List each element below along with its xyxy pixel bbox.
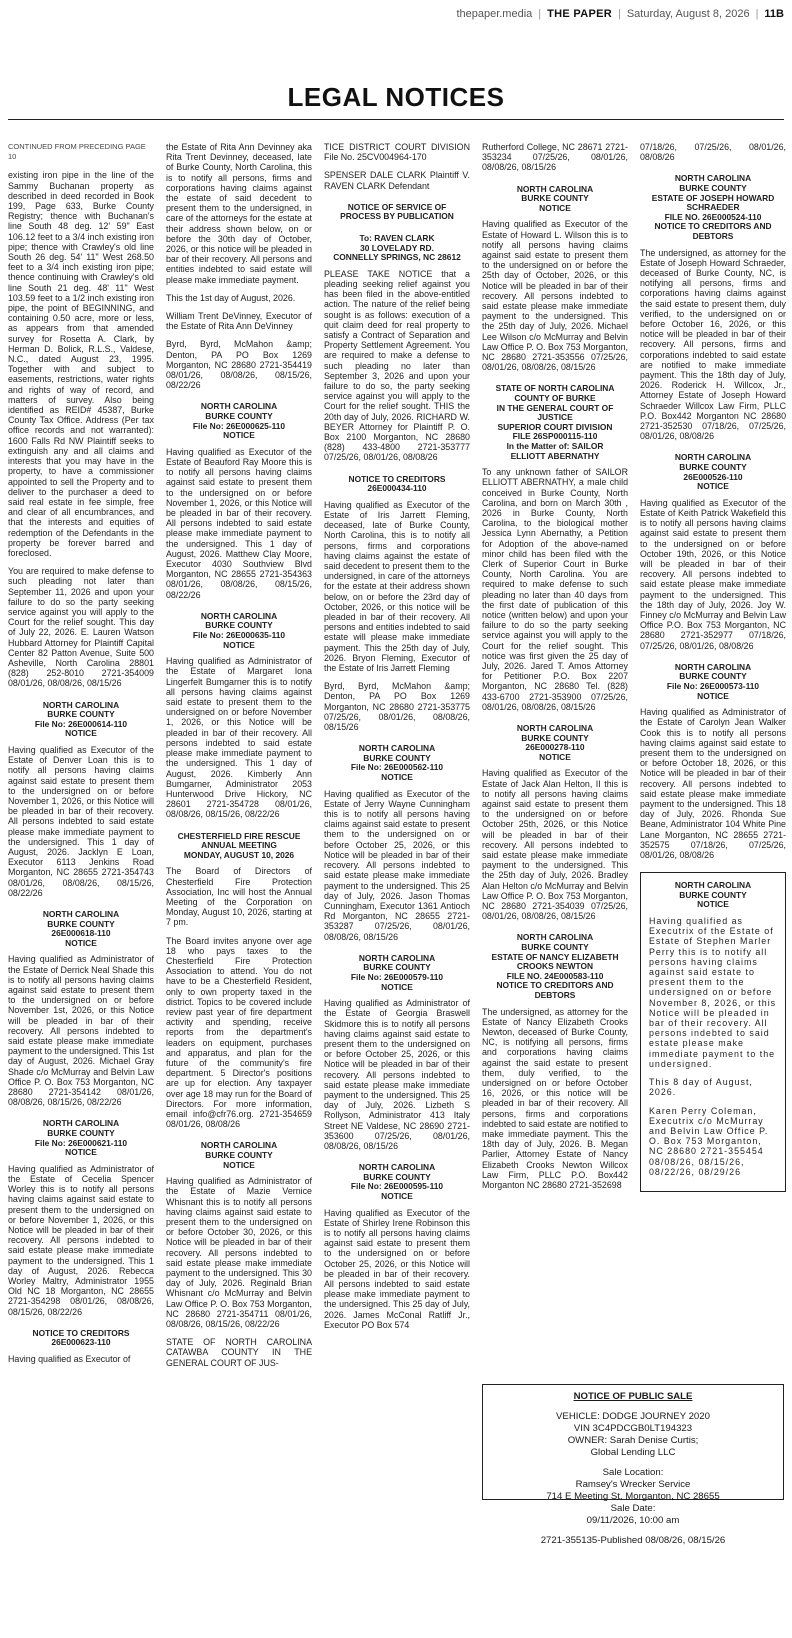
notice-body: William Trent DeVinney, Executor of the Estate of Rita Ann DeVinney [166, 311, 312, 332]
sale-footer: 2721-355135-Published 08/08/26, 08/15/26 [540, 1535, 726, 1546]
notice-heading-line: PROCESS BY PUBLICATION [340, 211, 454, 222]
notice-body: Having qualified as Administrator of the Estate of Georgia Braswell Skidmore this is to notify all persons having claims against said estate to present them to the undersigned on or before October 25, 2026, or this Notice will be pleaded in bar of their recovery. All persons indebted to said estate please make immediate payment to the undersigned. This 25 day of July, 2026. Lizbeth S Rollyson, Administrator 413 Italy Street NE Valdese, NC 28690 2721-353600 07/25/26, 08/01/26, 08/08/26, 08/15/26 [324, 998, 470, 1151]
sale-line: VEHICLE: DODGE JOURNEY 2020 [556, 1411, 710, 1422]
notice-heading-line: File No: 26E000621-110 [34, 1137, 128, 1148]
notice-body: Having qualified as Administrator of the Estate of Derrick Neal Shade this is to notify all persons having claims against said estate to present them to the undersigned on or before November 1st, 2026, or this Notice will be pleaded in bar of their recovery. All persons indebted to said estate please make immediate payment to the undersigned. This 1st day of August, 2026. Michael Gray Shade c/o McMurray and Belvin Law Office P. O. Box 753 Morganton, NC 28680 2721-354142 08/01/26, 08/08/26, 08/15/26, 08/22/26 [8, 954, 154, 1108]
notice-body: Karen Perry Coleman, Executrix c/o McMurray and Belvin Law Office P. O. Box 753 Morganton, NC 28680 2721-355454 08/08/26, 08/15/26, 08/22/26, 08/29/26 [649, 1105, 769, 1177]
notice-heading [640, 453, 786, 491]
notice-body: Having qualified as Administrator of the Estate of Carolyn Jean Walker Cook this is to notify all persons having claims against said estate to present them to the undersigned on or before October 18, 2026, or this Notice will be pleaded in bar of their recovery. All persons indebted to said estate please make immediate payment to the undersigned. This 18 day of July, 2026. Rhonda Sue Beane, Administrator 104 White Pine Lane Morganton, NC 28655 2721-352575 07/18/26, 07/25/26, 08/01/26, 08/08/26 [640, 707, 786, 861]
notice-heading-line: NORTH CAROLINA [674, 880, 752, 891]
notice-heading-line: NORTH CAROLINA [516, 723, 594, 734]
separator: | [755, 8, 759, 20]
column-3 [324, 142, 470, 1632]
notice-body: This the 1st day of August, 2026. [166, 292, 296, 303]
notice-heading-line: NORTH CAROLINA [674, 661, 752, 672]
boxed-notice [640, 872, 786, 1192]
notice-heading-line: BURKE COUNTY [679, 183, 747, 193]
masthead-info [456, 8, 784, 20]
notice-heading-line: NORTH CAROLINA [358, 952, 436, 963]
sale-line: VIN 3C4PDCGB0LT194323 [573, 1423, 693, 1434]
notice-body: Having qualified as Executor of the Estate of Beauford Ray Moore this is to notify all persons having claims against said estate to present them to the undersigned on or before November 1, 2026, or this Notice will be pleaded in bar of their recovery. All persons indebted to said estate please make immediate payment to the undersigned. This 1 day of August, 2026. Matthew Clay Moore, Executor 4030 Southview Blvd Morganton, NC 28655 2721-354363 08/01/26, 08/08/26, 08/15/26, 08/22/26 [166, 446, 312, 600]
notice-heading-line: CHESTERFIELD FIRE RESCUE [177, 830, 301, 841]
notice-heading-line: ESTATE OF NANCY ELIZABETH [491, 951, 619, 962]
notice-heading-line: File No: 26E000595-110 [350, 1181, 444, 1192]
notice-heading-line: NORTH CAROLINA [200, 401, 278, 412]
notice-heading-line: NOTICE [381, 981, 413, 992]
notice-body: Rutherford College, NC 28671 2721-353234 07/25/26, 08/01/26, 08/08/26, 08/15/26 [482, 142, 628, 173]
title-divider [8, 119, 784, 120]
notice-heading-line: CROOKS NEWTON [516, 961, 594, 972]
notice-heading-line: MONDAY, AUGUST 10, 2026 [183, 849, 295, 860]
issue-date: Saturday, August 8, 2026 [626, 8, 750, 20]
sale-location-line: Sale Location: [602, 1467, 664, 1478]
notice-heading-line: In the Matter of: SAILOR [506, 441, 604, 451]
sale-line: Global Lending LLC [590, 1447, 676, 1458]
notice-heading [166, 612, 312, 650]
notice-body: Having qualified as Administrator of the Estate of Cecelia Spencer Worley this is to notify all persons having claims against said estate to present them to the undersigned on or before November 1, 2026, or this Notice will be pleaded in bar of their recovery. All persons indebted to said estate please make immediate payment to the undersigned. This 1 day of August, 2026. Rebecca Worley Maltry, Administrator 1955 Old NC 18 Morganton, NC 28655 2721-354298 08/01/26, 08/08/26, 08/15/26, 08/22/26 [8, 1163, 154, 1317]
notice-body: You are required to make defense to such pleading not later than September 11, 2026 and upon your failure to do so the party seeking service against you will apply to the Court for the relief sought. This day of July 22, 2026. E. Lauren Watson Hubbard Attorney for Plaintiff Capital Center 82 Patton Avenue, Suite 500 Asheville, North Carolina 28801 (828) 252-8010 2721-354009 08/01/26, 08/08/26, 08/15/26 [8, 566, 154, 689]
sale-location-line: 714 E Meeting St, Morganton, NC 28655 [546, 1491, 720, 1502]
notice-heading-line: ANNUAL MEETING [201, 840, 277, 851]
notice-body: STATE OF NORTH CAROLINA CATAWBA COUNTY IN THE GENERAL COURT OF JUS- [166, 1337, 312, 1368]
notice-heading-line: NORTH CAROLINA [42, 699, 120, 710]
notice-heading-line: NOTICE [697, 481, 729, 492]
notice-body: the Estate of Rita Ann Devinney aka Rita Trent Devinney, deceased, late of Burke County, North Carolina, this is to notify all persons, firms and corporations having claims against the estate of said decedent to present them to the undersigned, in care of the attorneys for the estate at their address shown below, on or before the 30th day of October, 2026, or this notice will be pleaded in bar of their recovery. All persons and entities indebted to said estate will please make immediate payment. [166, 142, 312, 285]
notice-heading-line: File No: 26E000635-110 [192, 630, 286, 641]
notice-heading-line: BURKE COUNTY [205, 620, 273, 631]
notice-heading-line: FILE NO. 24E000583-110 [506, 970, 604, 981]
notice-heading-line: COUNTY OF BURKE [514, 393, 596, 404]
notice-heading-line: IN THE GENERAL COURT OF [496, 402, 614, 413]
separator: | [538, 8, 542, 20]
notice-heading [482, 724, 628, 762]
public-sale-notice [482, 1384, 784, 1546]
notice-heading-line: BURKE COUNTY [679, 462, 747, 473]
notice-heading [8, 701, 154, 739]
notice-body: Having qualified as Executor of the Estate of Shirley Irene Robinson this is to notify all persons having claims against said estate to present them to the undersigned on or before October 25, 2026, or this Notice will be pleaded in bar of their recovery. All persons indebted to said estate please make immediate payment to the undersigned. This 25 day of July, 2026. James McConal Ratliff Jr., Executor PO Box 574 [324, 1207, 470, 1330]
notice-heading-line: File No: 26E000573-110 [666, 681, 760, 692]
notice-body: Byrd, Byrd, McMahon &amp; Denton, PA PO Box 1269 Morganton, NC 28680 2721-353775 07/25/26, 08/01/26, 08/08/26, 08/15/26 [324, 681, 470, 733]
notice-heading [482, 185, 628, 214]
notice-heading-line: NOTICE [223, 430, 255, 441]
masthead [0, 0, 792, 40]
notice-body: Having qualified as Executor of the Estate of Denver Loan this is to notify all persons having claims against said estate to present them to the undersigned on or before November 1, 2026, or this Notice will be pleaded in bar of their recovery. All persons indebted to said estate please make immediate payment to the undersigned. This 1 day of August, 2026. Jacklyn E Loan, Executor 6113 Jenkins Road Morganton, NC 28655 2721-354743 08/01/26, 08/08/26, 08/15/26, 08/22/26 [8, 744, 154, 898]
notice-heading-line: BURKE COUNTY [363, 962, 431, 973]
notice-heading-line: NOTICE [697, 690, 729, 701]
notice-heading-line: NORTH CAROLINA [358, 743, 436, 754]
notice-heading-line: NORTH CAROLINA [358, 1162, 436, 1173]
sale-location-line: 09/11/2026, 10:00 am [586, 1515, 680, 1526]
notice-body: Having qualified as Executor of the Estate of Iris Jarrett Fleming, deceased, late of Burke County, North Carolina, this is to notify all persons, firms and corporations having claims against the estate of said decedent to present them to the undersigned, in care of the attorneys for the estate at their address shown below, on or before the 23rd day of October, 2026, or this notice will be pleaded in bar of their recovery. All persons and entities indebted to said estate will please make immediate payment. This the 25th day of July, 2026. Bryon Fleming, Executor of the Estate of Iris Jarrett Fleming [324, 499, 470, 674]
notice-heading-line: 26E000618-110 [51, 928, 111, 939]
notice-body: The undersigned, as attorney for the Estate of Joseph Howard Schraeder, deceased of Burke County, NC, is notifying all persons, firms and corporations having claims against the said estate to present them, duly verified, to the undersigned on or before October 16, 2026, or this notice will be pleaded in bar of their recovery. All persons, firms and corporations indebted to said estate are notified to make immediate payment. This the 18th day of July, 2026. Roderick H. Willcox, Jr., Attorney Estate of Joseph Howard Schraeder Willcox Law Firm, PLLC P.O. Box442 Morganton NC 28680 2721-352530 07/18/26, 07/25/26, 08/01/26, 08/08/26 [640, 247, 786, 442]
notice-heading [324, 234, 470, 263]
notice-heading-line: BURKE COUNTY [521, 942, 589, 953]
notice-heading-line: BURKE COUNTY [363, 1171, 431, 1182]
notice-heading-line: NORTH CAROLINA [674, 173, 752, 184]
notice-body: Having qualified as Executor of the Estate of Howard L. Wilson this is to notify all persons having claims against said estate to present them to the undersigned on or before the 25th day of October, 2026, or this Notice will be pleaded in bar of their recovery. All persons indebted to said estate please make immediate payment to the undersigned. This the 25th day of July, 2026. Michael Lee Wilson c/o McMurray and Belvin Law Office P. O. Box 753 Morganton, NC 28680 2721-353556 07/25/26, 08/01/26, 08/08/26, 08/15/26 [482, 219, 628, 373]
notice-heading-line: NORTH CAROLINA [200, 1140, 278, 1151]
notice-heading-line: NOTICE [65, 937, 97, 948]
notice-heading-line: NOTICE TO CREDITORS AND [654, 221, 772, 232]
notice-heading [8, 1119, 154, 1157]
notice-heading [482, 384, 628, 461]
notice-heading-line: BURKE COUNTY [679, 671, 747, 682]
notice-heading [8, 910, 154, 948]
notice-heading [324, 475, 470, 494]
notice-heading [324, 954, 470, 992]
notice-heading-line: SCHRAEDER [686, 202, 740, 213]
site-name[interactable]: thepaper.media [456, 8, 533, 20]
notice-heading-line: FILE NO. 26E000524-110 [664, 211, 762, 222]
notice-heading-line: 26E000434-110 [367, 483, 427, 494]
notice-body: Having qualified as Executrix of the Estate of Estate of Stephen Marler Perry this is to notify all persons having claims against said estate to present them to the undersigned on or before November 8, 2026, or this Notice will be pleaded in bar of their recovery. All persons indebted to said estate please make immediate payment to the undersigned. [649, 916, 777, 1069]
notice-body: Byrd, Byrd, McMahon &amp; Denton, PA PO Box 1269 Morganton, NC 28680 2721-354419 08/01/26, 08/08/26, 08/15/26, 08/22/26 [166, 339, 312, 391]
brand-name: THE PAPER [547, 8, 612, 20]
notice-heading-line: NOTICE OF SERVICE OF [347, 201, 447, 212]
notice-heading-line: NOTICE [65, 728, 97, 739]
notice-body: The undersigned, as attorney for the Estate of Nancy Elizabeth Crooks Newton, deceased of Burke County, NC, is notifying all persons, firms and corporations having claims against the said estate to present them, duly verified, to the undersigned on or before October 16, 2026, or this notice will be pleaded in bar of their recovery. All persons, firms and corporations indebted to said estate are notified to make immediate payment. This the 18th day of July, 2026. B. Megan Parlier, Attorney Estate of Nancy Elizabeth Crooks Newton Willcox Law Firm, PLLC P.O. Box442 Morganton NC 28680 2721-352698 [482, 1006, 628, 1191]
notice-heading [324, 744, 470, 782]
notice-heading-line: NORTH CAROLINA [200, 610, 278, 621]
notice-heading-line: ELLIOTT ABERNATHY [510, 450, 600, 461]
notice-body: SPENSER DALE CLARK Plaintiff V. RAVEN CLARK Defendant [324, 170, 470, 191]
notice-heading-line: NOTICE [539, 202, 571, 213]
section-title: LEGAL NOTICES [287, 82, 505, 112]
notice-body: Having qualified as Executor of [8, 1354, 131, 1365]
notice-heading-line: NOTICE TO CREDITORS [348, 473, 446, 484]
notice-heading-line: 26E000623-110 [51, 1337, 111, 1348]
notice-heading-line: DEBTORS [692, 230, 734, 241]
sale-location-line: Ramsey's Wrecker Service [575, 1479, 691, 1490]
notice-heading-line: BURKE COUNTY [47, 709, 115, 720]
notice-body: 07/18/26, 07/25/26, 08/01/26, 08/08/26 [640, 142, 786, 163]
notice-heading-line: 26E000526-110 [683, 471, 743, 482]
notice-heading-line: NORTH CAROLINA [516, 183, 594, 194]
notice-body: TICE DISTRICT COURT DIVISION File No. 25CV004964-170 [324, 142, 470, 163]
notice-heading [649, 881, 777, 910]
notice-heading [640, 174, 786, 241]
notice-body: PLEASE TAKE NOTICE that a pleading seeking relief against you has been filed in the above-entitled action. The nature of the relief being sought is as follows: execution of a quit claim deed for real property to satisfy a Contract of Separation and Property Settlement Agreement. You are required to make a defense to such pleading no later than September 3, 2026 and upon your failure to do so, the party seeking service against you will apply to the Court for the relief sought. THIS the 20th day of July, 2026. RICHARD W. BEYER Attorney for Plaintiff P. O. Box 2100 Morganton, NC 28680 (828) 433-4800 2721-353777 07/25/26, 08/01/26, 08/08/26 [324, 268, 470, 463]
notice-heading-line: BURKE COUNTY [47, 1128, 115, 1138]
notice-body: Having qualified as Administrator of the Estate of Margaret Iona Lingerfelt Bumgarner this is to notify all persons having claims against said estate to present them to the undersigned on or before November 1, 2026, or this Notice will be pleaded in bar of their recovery. All persons indebted to said estate please make immediate payment to the undersigned. This 1 day of August, 2026. Kimberly Ann Bumgarner, Administrator 2053 Hunterwood Drive Hickory, NC 28601 2721-354728 08/01/26, 08/08/26, 08/15/26, 08/22/26 [166, 656, 312, 820]
sale-line: OWNER: Sarah Denise Curtis; [567, 1435, 699, 1446]
notice-heading-line: File No: 26E000625-110 [192, 420, 286, 431]
notice-heading-line: NORTH CAROLINA [42, 908, 120, 919]
notice-heading [166, 1141, 312, 1170]
notice-heading [640, 663, 786, 701]
notice-heading-line: SUPERIOR COURT DIVISION [497, 421, 613, 432]
notice-heading-line: File No: 26E000579-110 [350, 971, 444, 982]
notice-heading-line: NOTICE [539, 751, 571, 762]
page-number: 11B [764, 8, 784, 20]
notice-heading-line: ESTATE OF JOSEPH HOWARD [651, 192, 775, 203]
notice-body: The Board invites anyone over age 18 who pays taxes to the Chesterfield Fire Protection Association to attend. You do not have to be a Chesterfield Resident, only to own property taxed in the district. Topics to be covered include review past year of fire department activity and spending, receive reports from the department's leaders on equipment, purchases and apparatus, and plan for the future of the community's fire department. 5 Director's positions are up for election. Any taxpayer over age 18 may run for the Board of Directors. For more information, email info@cfr76.org. 2721-354659 08/01/26, 08/08/26 [166, 935, 312, 1130]
notice-heading-line: File No: 26E000562-110 [350, 762, 444, 773]
notice-heading-line: NOTICE TO CREDITORS [32, 1327, 130, 1338]
notice-heading [8, 1329, 154, 1348]
notice-heading-line: CONNELLY SPRINGS, NC 28612 [333, 252, 461, 263]
notice-heading-line: 30 LOVELADY RD. [360, 242, 434, 253]
notice-heading-line: BURKE COUNTY [521, 732, 589, 743]
notice-body: Having qualified as Executor of the Estate of Jack Alan Helton, II this is to notify all persons having claims against said estate to present them to the undersigned on or before October 25th, 2026, or this Notice will be pleaded in bar of their recovery. All persons indebted to said estate please make immediate payment to the undersigned. This the 25th day of July, 2026. Bradley Alan Helton c/o McMurray and Belvin Law Office P. O. Box 753 Morganton, NC 28680 2721-354039 07/25/26, 08/01/26, 08/08/26, 08/15/26 [482, 768, 628, 922]
separator: | [617, 8, 621, 20]
notice-heading-line: BURKE COUNTY [679, 889, 747, 900]
notice-heading [324, 1163, 470, 1201]
notice-heading [166, 832, 312, 861]
notice-body: To any unknown father of SAILOR ELLIOTT ABERNATHY, a male child conceived in Burke County, North Carolina, and born on March 30th , 2026 in Burke County, North Carolina, to the biological mother Jessica Lynn Abernathy, a Petition for Adoption of the above-named minor child has been filed with the Clerk of Superior Court in Burke County, North Carolina. You are required to make defense to such pleading no later than 40 days from the first date of publication of this notice (written below) and upon your failure to do so the party seeking service against you will apply to the Court for the relief sought. This notice was first given the 25 day of July, 2026. Jared T. Amos Attorney for Petitioner P.O. Box 2207 Morganton, NC 28680 Tel. (828) 433-6700 2721-353900 07/25/26, 08/01/26, 08/08/26, 08/15/26 [482, 467, 628, 712]
notice-heading-line: 26E000278-110 [525, 742, 585, 753]
sale-title: NOTICE OF PUBLIC SALE [573, 1391, 693, 1402]
notice-body: This 8 day of August, 2026. [649, 1077, 753, 1098]
notice-heading-line: BURKE COUNTY [47, 918, 115, 929]
notice-heading-line: NOTICE [65, 1147, 97, 1158]
notice-heading-line: BURKE COUNTY [363, 752, 431, 763]
column-1 [8, 142, 154, 1632]
notice-heading-line: NORTH CAROLINA [516, 932, 594, 943]
notice-heading-line: NORTH CAROLINA [674, 452, 752, 463]
notice-heading-line: BURKE COUNTY [205, 411, 273, 422]
notice-body: The Board of Directors of Chesterfield Fire Protection Association, Inc will host the Annual Meeting of the Corporation on Monday, August 10, 2026, starting at 7 pm. [166, 866, 312, 928]
notice-heading-line: NOTICE [697, 899, 729, 910]
notice-body: Having qualified as Executor of the Estate of Jerry Wayne Cunningham this is to notify all persons having claims against said estate to present them to the undersigned on or before October 25, 2026, or this Notice will be pleaded in bar of their recovery. All persons indebted to said estate please make immediate payment to the undersigned. This 25 day of July, 2026. Jason Thomas Cunningham, Executor 1361 Antioch Rd Morganton, NC 28655 2721-353287 07/25/26, 08/01/26, 08/08/26, 08/15/26 [324, 788, 470, 942]
notice-heading-line: NOTICE [381, 772, 413, 783]
notice-heading-line: DEBTORS [534, 990, 576, 1001]
notice-heading-line: NORTH CAROLINA [42, 1118, 120, 1129]
sale-location-line: Sale Date: [610, 1503, 656, 1514]
notice-heading-line: BURKE COUNTY [521, 193, 589, 204]
notice-heading-line: NOTICE [223, 1159, 255, 1170]
notice-heading-line: To: RAVEN CLARK [359, 233, 435, 243]
notice-heading-line: JUSTICE [537, 412, 573, 423]
notice-heading [166, 402, 312, 440]
notice-heading-line: NOTICE [381, 1190, 413, 1201]
notice-heading-line: FILE 26SP000115-110 [512, 431, 598, 442]
notice-body: Having qualified as Administrator of the Estate of Mazie Vernice Whisnant this is to notify all persons having claims against said estate to present them to the undersigned on or before October 30, 2026, or this Notice will be pleaded in bar of their recovery. All persons indebted to said estate please make immediate payment to the undersigned. This 30 day of July, 2026. Reginald Brian Whisnant c/o McMurray and Belvin Law Office P. O. Box 753 Morganton, NC 28680 2721-354711 08/01/26, 08/08/26, 08/15/26, 08/22/26 [166, 1176, 312, 1329]
notice-heading-line: BURKE COUNTY [205, 1149, 273, 1160]
continued-label: CONTINUED FROM PRECEDING PAGE 10 [8, 142, 146, 162]
spacer [493, 1459, 773, 1467]
notice-body: existing iron pipe in the line of the Sammy Buchanan property as described in deed recorded in Book 199, Page 633, Burke County Registry; thence with Buchanan's line South 48 deg. 12' 59" East 106.12 feet to a 3/4 inch existing iron pipe; thence with Crawley's old line South 26 deg. 54' 11" West 268.50 feet to a 3/4 inch existing iron pipe; thence continuing with Crawley's old line South 21 deg. 48' 11" West 103.59 feet to a 1/2 inch existing iron pipe, the point of BEGINNING, and containing 0.50 acre, more or less, as appears from that amended survey for Rosetta A. Clark, by Herman D. Bolick, R.L.S., Valdese, N.C., dated August 23, 1995. Together with and subject to easements, restrictions, water rights and rights of way of record, and matters of survey. Also being identified as REID# 45387, Burke County Tax Office. Address (Per tax office records and not warranted): 1600 Falls Rd NW Plaintiff seeks to extinguish any and all claims and interests that you may have in the property, to have a commissioner appointed to sell the Property and to deliver to the purchaser a deed to said real estate in fee simple, free and clear of all encumbrances, and that the interests and equities of redemption of the Defendants in the property be forever barred and foreclosed. [8, 170, 154, 558]
notice-heading-line: File No: 26E000614-110 [34, 718, 128, 729]
notice-heading-line: NOTICE [223, 639, 255, 650]
notice-heading-line: STATE OF NORTH CAROLINA [495, 383, 615, 394]
notice-heading [482, 933, 628, 1000]
notice-heading-line: NOTICE TO CREDITORS AND [496, 980, 614, 991]
notice-heading [324, 203, 470, 222]
notice-body: Having qualified as Executor of the Estate of Keith Patrick Wakefield this is to notify all persons having claims against said estate to present them to the undersigned on or before October 19th, 2026, or this Notice will be pleaded in bar of their recovery. All persons indebted to said estate please make immediate payment to the undersigned. This the 18th day of July, 2026. Joy W. Finney c/o McMurray and Belvin Law Office P.O. Box 753 Morganton, NC 28680 2721-352977 07/18/26, 07/25/26, 08/01/26, 08/08/26 [640, 497, 786, 651]
column-2 [166, 142, 312, 1632]
